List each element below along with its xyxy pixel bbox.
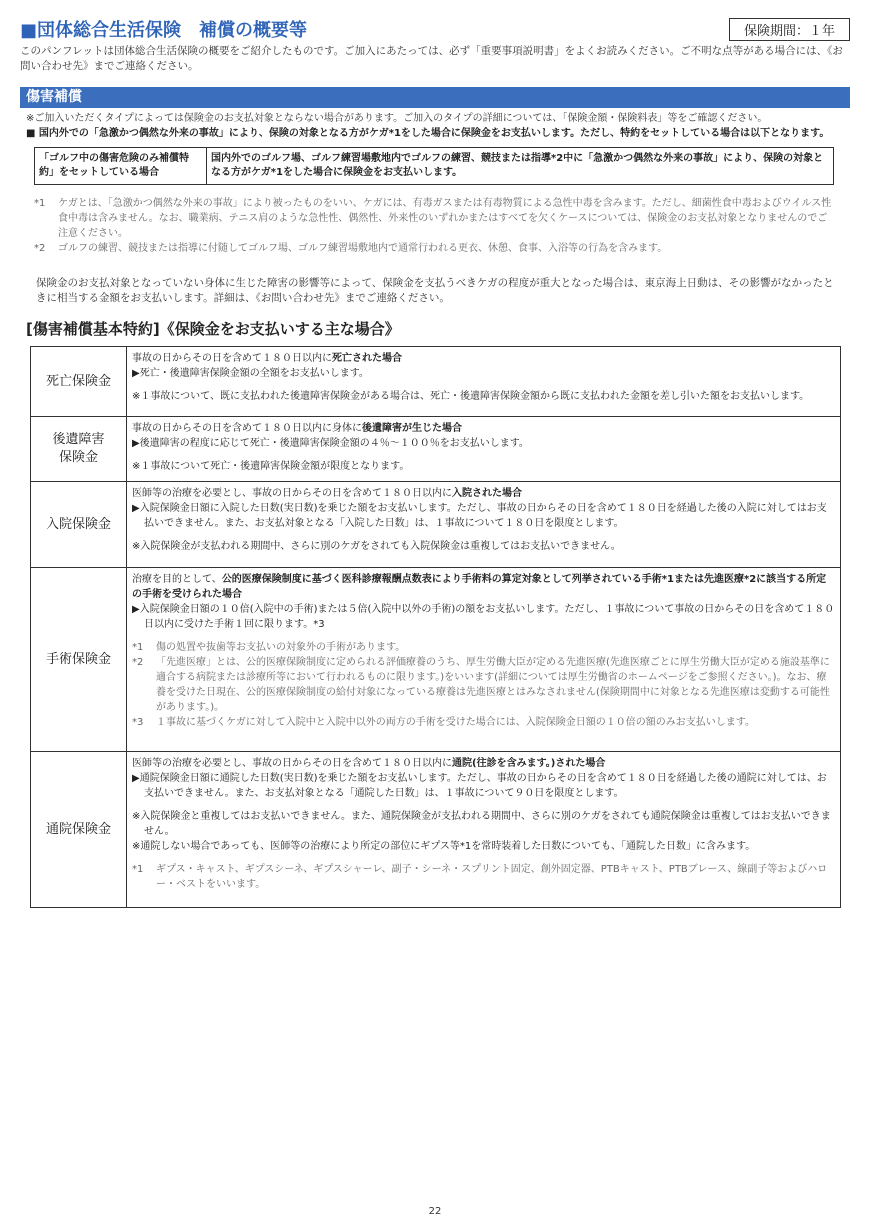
- condition-bold: 死亡された場合: [332, 353, 402, 364]
- benefit-note: ※入院保険金と重複してはお支払いできません。また、通院保険金が支払われる期間中、さらに別のケガをされても通院保険金は重複してはお支払いできません。: [132, 811, 831, 837]
- footnote-text: ギプス・キャスト、ギプスシーネ、ギプスシャーレ、副子・シーネ・スプリント固定、創外固定器、PTBキャスト、PTBブレース、線副子等およびハロー・ベストをいいます。: [156, 864, 828, 890]
- footnote-mark: *1: [132, 864, 144, 875]
- benefit-note: ※１事故について死亡・後遺障害保険金額が限度となります。: [132, 461, 410, 472]
- benefit-note: ※入院保険金が支払われる期間中、さらに別のケガをされても入院保険金は重複してはお支払いできません。: [132, 541, 621, 552]
- condition-bold: 通院(往診を含みます。)された場合: [452, 758, 606, 769]
- footnote-text: ケガとは、「急激かつ偶然な外来の事故」により被ったものをいい、ケガには、有毒ガスまたは有毒物質による急性中毒を含みます。ただし、細菌性食中毒およびウイルス性食中毒は含みません。なお、職業病、テニス肩のような急性性、偶然性、外来性のいずれかまたはすべてを欠くケースについては、保険金のお支払対象となりませんのでご注意ください。: [58, 198, 832, 239]
- payment-text: ▶入院保険金日額に入院した日数(実日数)を乗じた額をお支払いします。ただし、事故の日からその日を含めて１８０日を経過した後の入院に対してはお支払いできません。また、お支払対象となる「入院した日数」は、１事故について１８０日を限度とします。: [132, 503, 827, 529]
- outpatient-footnote: [132, 862, 835, 892]
- benefit-name-outpatient: 通院保険金: [31, 752, 127, 908]
- footnote-mark: *1: [34, 198, 46, 209]
- title-row: [20, 16, 850, 42]
- table-row: [31, 482, 841, 568]
- impact-paragraph: 保険金のお支払対象となっていない身体に生じた障害の影響等によって、保険金を支払うべきケガの程度が重大となった場合は、東京海上日動は、その影響がなかったときに相当する金額をお支払いします。詳細は、《お問い合わせ先》までご連絡ください。: [36, 277, 834, 304]
- table-row: [31, 752, 841, 908]
- footnote-text: 「先進医療」とは、公的医療保険制度に定められる評価療養のうち、厚生労働大臣が定める先進医療(先進医療ごとに厚生労働大臣が定める施設基準に適合する病院または診療所等において行われるものに限ります。)をいいます(詳細については厚生労働省のホームページをご参照ください。)。なお、療養を受けた日現在、公的医療保険制度の給付対象になっている療養は先進医療とはみなされません(保険期間中に対象となる先進医療は変動する可能性があります。)。: [156, 657, 830, 713]
- condition-bold: 後遺障害が生じた場合: [362, 423, 462, 434]
- footnote-text: １事故に基づくケガに対して入院中と入院中以外の両方の手術を受けた場合には、入院保険金日額の１０倍の額のみお支払いします。: [156, 717, 755, 728]
- condition-text: 医師等の治療を必要とし、事故の日からその日を含めて１８０日以内に: [132, 758, 452, 769]
- section-heading-injury: 傷害補償: [20, 87, 850, 108]
- footnote-mark: *3: [132, 717, 144, 728]
- golf-rider-label: 「ゴルフ中の傷害危険のみ補償特約」をセットしている場合: [35, 148, 207, 184]
- payment-text: ▶通院保険金日額に通院した日数(実日数)を乗じた額をお支払いします。ただし、事故の日からその日を含めて１８０日を経過した後の通院に対しては、お支払いできません。また、お支払対象となる「通院した日数」は、１事故について９０日を限度とします。: [132, 773, 827, 799]
- benefit-desc-outpatient: [127, 752, 841, 908]
- benefit-name-line: 後遺障害: [52, 432, 105, 447]
- golf-rider-table: [34, 147, 834, 185]
- footnote: [34, 241, 834, 256]
- footnotes: [34, 196, 834, 256]
- condition-text: 医師等の治療を必要とし、事故の日からその日を含めて１８０日以内に: [132, 488, 452, 499]
- footnote-mark: *2: [132, 657, 144, 668]
- benefit-table: [30, 346, 841, 908]
- benefit-name-disability: [31, 417, 127, 482]
- footnote-text: ゴルフの練習、競技または指導に付随してゴルフ場、ゴルフ練習場敷地内で通常行われる更衣、休憩、食事、入浴等の行為を含みます。: [58, 243, 668, 254]
- benefit-note: ※通院しない場合であっても、医師等の治療により所定の部位にギプス等*1を常時装着した日数についても、「通院した日数」に含みます。: [132, 841, 756, 852]
- subheading-basic-rider: [傷害補償基本特約]《保険金をお支払いする主な場合》: [26, 320, 400, 338]
- type-note: ※ご加入いただくタイプによっては保険金のお支払対象とならない場合があります。ご加入のタイプの詳細については、「保険金額・保険料表」等をご確認ください。: [26, 113, 768, 124]
- section-notes: [26, 111, 850, 141]
- golf-rider-description: 国内外でのゴルフ場、ゴルフ練習場敷地内でゴルフの練習、競技または指導*2中に「急激かつ偶然な外来の事故」により、保険の対象となる方がケガ*1をした場合に保険金をお支払いします。: [211, 153, 824, 178]
- footnote-text: 傷の処置や抜歯等お支払いの対象外の手術があります。: [156, 642, 406, 653]
- benefit-name-death: 死亡保険金: [31, 347, 127, 417]
- condition-text: 治療を目的として、: [132, 574, 222, 585]
- benefit-name-surgery: 手術保険金: [31, 568, 127, 752]
- payment-text: ▶入院保険金日額の１０倍(入院中の手術)または５倍(入院中以外の手術)の額をお支払いします。ただし、１事故について事故の日からその日を含めて１８０日以内に受けた手術１回に限ります。*3: [132, 604, 835, 630]
- table-row: [31, 417, 841, 482]
- benefit-desc-disability: [127, 417, 841, 482]
- surgery-footnote: [132, 640, 835, 655]
- benefit-name-line: 保険金: [58, 450, 98, 465]
- condition-bold: 公的医療保険制度に基づく医科診療報酬点数表により手術料の算定対象として列挙されている手術*1または先進医療*2に該当する所定の手術を受けられた場合: [132, 574, 827, 600]
- insurance-period-badge: 保険期間：１年: [729, 18, 850, 41]
- table-row: [31, 347, 841, 417]
- footnote: [34, 196, 834, 241]
- surgery-footnote: [132, 715, 835, 730]
- payment-text: ▶後遺障害の程度に応じて死亡・後遺障害保険金額の４％～１００％をお支払いします。: [132, 438, 529, 449]
- coverage-note: ■ 国内外での「急激かつ偶然な外来の事故」により、保険の対象となる方がケガ*1をした場合に保険金をお支払いします。ただし、特約をセットしている場合は以下となります。: [26, 128, 830, 139]
- footnote-mark: *2: [34, 243, 46, 254]
- surgery-footnote: [132, 655, 835, 715]
- benefit-desc-death: [127, 347, 841, 417]
- table-row: [31, 568, 841, 752]
- page-number: 22: [428, 1206, 442, 1217]
- condition-bold: 入院された場合: [452, 488, 522, 499]
- benefit-desc-hospital: [127, 482, 841, 568]
- intro-text: このパンフレットは団体総合生活保険の概要をご紹介したものです。ご加入にあたっては、必ず「重要事項説明書」をよくお読みください。ご不明な点等がある場合には、《お問い合わせ先》までご連絡ください。: [20, 45, 843, 72]
- condition-text: 事故の日からその日を含めて１８０日以内に身体に: [132, 423, 362, 434]
- condition-text: 事故の日からその日を含めて１８０日以内に: [132, 353, 332, 364]
- benefit-note: ※１事故について、既に支払われた後遺障害保険金がある場合は、死亡・後遺障害保険金額から既に支払われた金額を差し引いた額をお支払いします。: [132, 391, 810, 402]
- footnote-mark: *1: [132, 642, 144, 653]
- benefit-desc-surgery: [127, 568, 841, 752]
- payment-text: ▶死亡・後遺障害保険金額の全額をお支払いします。: [132, 368, 369, 379]
- benefit-name-hospital: 入院保険金: [31, 482, 127, 568]
- page-title: ■団体総合生活保険 補償の概要等: [20, 20, 308, 41]
